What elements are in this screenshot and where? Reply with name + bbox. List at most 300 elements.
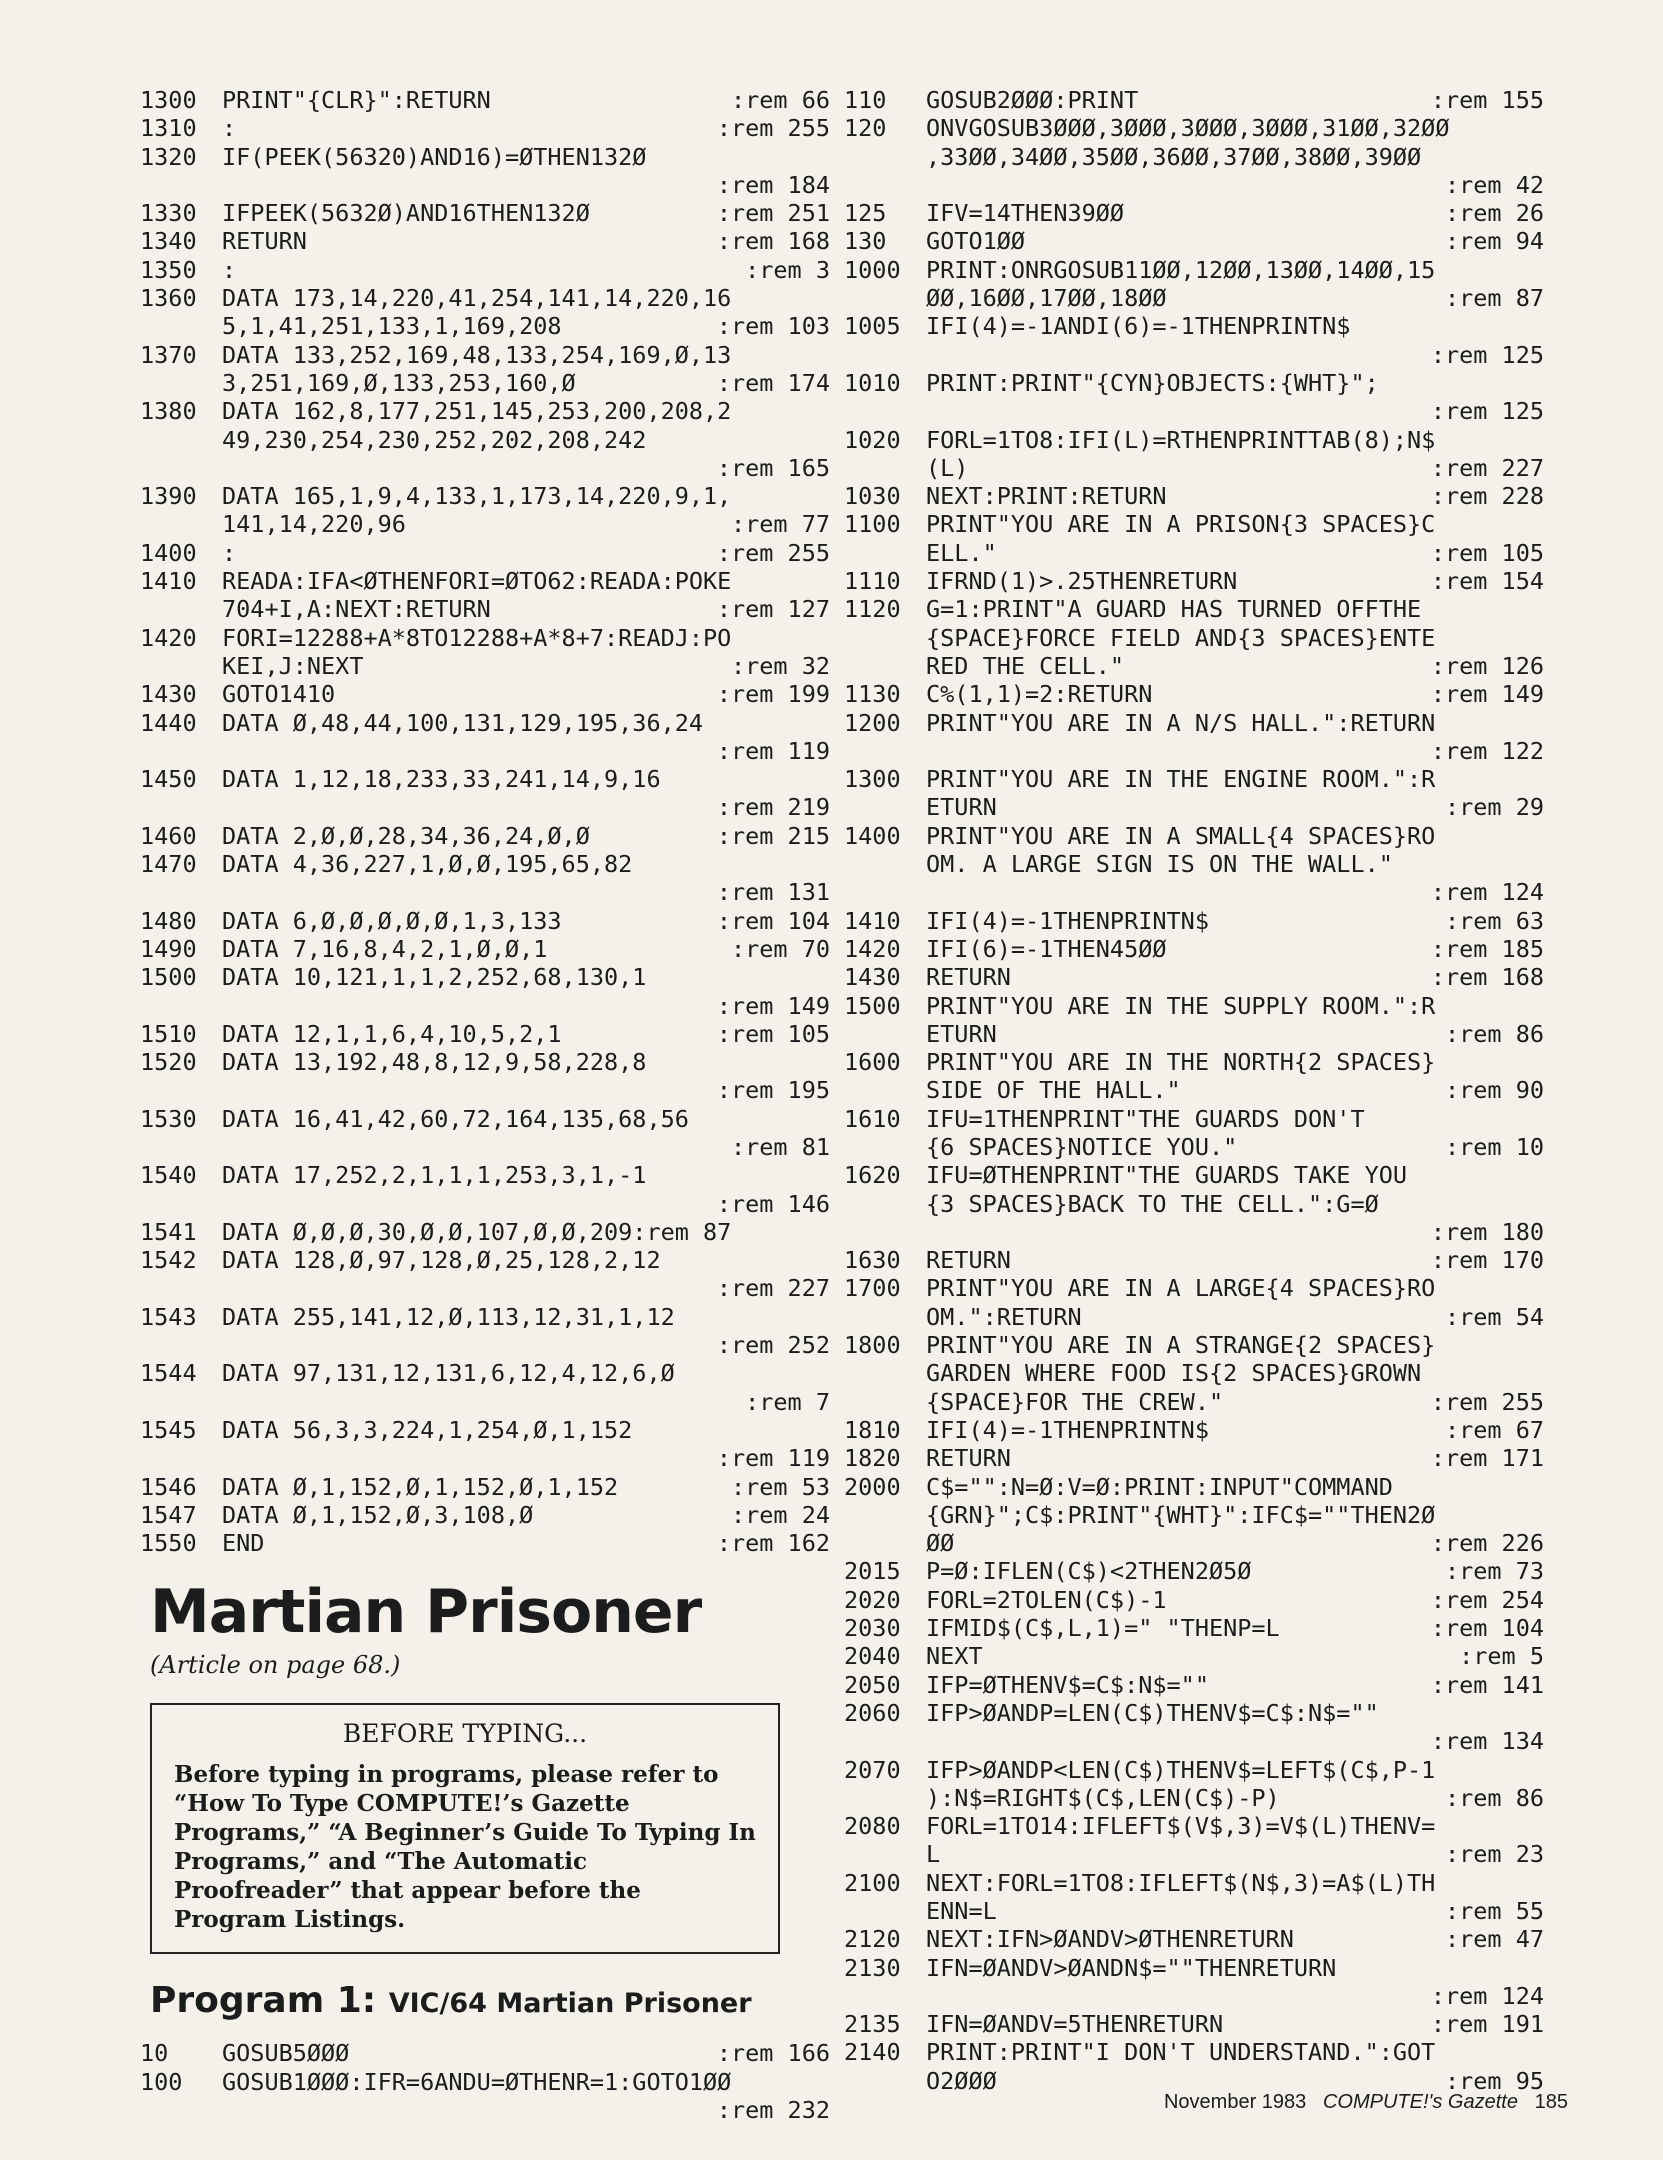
line-code: IFV=14THEN39ØØ [926, 199, 1125, 228]
code-line [844, 1190, 1544, 1218]
line-code: 704+I,A:NEXT:RETURN [222, 595, 491, 624]
code-line [140, 1161, 830, 1189]
line-code: IFMID$(C$,L,1)=" "THENP=L [926, 1614, 1280, 1643]
line-code: {3 SPACES}BACK TO THE CELL.":G=Ø [926, 1189, 1379, 1218]
code-line [140, 369, 830, 397]
line-code: ELL." [926, 538, 997, 567]
line-code: : [222, 255, 237, 284]
code-line [140, 624, 830, 652]
line-checksum: :rem 26 [1444, 199, 1544, 228]
article-subtitle: (Article on page 68.) [150, 1651, 401, 1680]
line-code: DATA 16,41,42,60,72,164,135,68,56 [222, 1104, 689, 1133]
code-line [140, 992, 830, 1020]
line-code: IFU=ØTHENPRINT"THE GUARDS TAKE YOU [926, 1161, 1408, 1190]
line-code: SIDE OF THE HALL." [926, 1076, 1181, 1105]
line-number: 1005 [844, 312, 901, 341]
line-number: 1400 [140, 538, 197, 567]
code-line [844, 1756, 1544, 1784]
line-code: ETURN [926, 793, 997, 822]
program-label: Program 1: [150, 1980, 377, 2022]
line-number: 1550 [140, 1529, 197, 1558]
line-number: 1545 [140, 1415, 197, 1444]
line-number: 2120 [844, 1925, 901, 1954]
line-number: 1350 [140, 255, 197, 284]
line-checksum: :rem 252 [716, 1331, 830, 1360]
before-typing-box [150, 1703, 780, 1954]
line-checksum: :rem 63 [1444, 906, 1544, 935]
line-number: 1810 [844, 1415, 901, 1444]
code-line [844, 397, 1544, 425]
line-code: DATA 2,Ø,Ø,28,34,36,24,Ø,Ø [222, 821, 590, 850]
line-checksum: :rem 10 [1444, 1132, 1544, 1161]
code-line [844, 567, 1544, 595]
line-number: 10 [140, 2039, 169, 2068]
code-line [140, 454, 830, 482]
line-code: PRINT"{CLR}":RETURN [222, 86, 491, 114]
line-code: FORI=12288+A*8TO12288+A*8+7:READJ:PO [222, 623, 732, 652]
line-code: RED THE CELL." [926, 651, 1125, 680]
line-code: END [222, 1529, 265, 1558]
code-line [140, 1076, 830, 1104]
line-code: GOSUB2ØØØ:PRINT [926, 86, 1139, 114]
line-checksum: :rem 95 [1444, 2066, 1544, 2095]
line-checksum: :rem 191 [1430, 2010, 1544, 2039]
line-code: : [222, 538, 237, 567]
line-code: PRINT"YOU ARE IN A STRANGE{2 SPACES} [926, 1331, 1436, 1360]
line-checksum: :rem 55 [1444, 1897, 1544, 1925]
line-number: 1543 [140, 1302, 197, 1331]
code-line [844, 2038, 1544, 2066]
line-code: PRINT"YOU ARE IN THE ENGINE ROOM.":R [926, 765, 1436, 794]
code-line [844, 1246, 1544, 1274]
code-line [140, 1105, 830, 1133]
code-line [844, 1501, 1544, 1529]
line-number: 1600 [844, 1048, 901, 1077]
line-number: 1340 [140, 227, 197, 256]
code-line [844, 199, 1544, 227]
line-code: DATA 17,252,2,1,1,1,253,3,1,-1 [222, 1161, 647, 1190]
line-code: DATA 7,16,8,4,2,1,Ø,Ø,1 [222, 934, 548, 963]
code-line [140, 652, 830, 680]
code-line [844, 1274, 1544, 1302]
code-line [140, 595, 830, 623]
box-title: BEFORE TYPING... [342, 1719, 588, 1749]
line-number: 1460 [140, 821, 197, 850]
line-code: DATA 255,141,12,Ø,113,12,31,1,12 [222, 1302, 675, 1331]
line-number: 1410 [844, 906, 901, 935]
line-code: RETURN [222, 227, 307, 256]
line-checksum: :rem 174 [716, 368, 830, 397]
code-line [140, 2039, 830, 2067]
line-code: DATA Ø,1,152,Ø,1,152,Ø,1,152 [222, 1472, 619, 1501]
code-line [140, 1274, 830, 1302]
line-code: RETURN [926, 1246, 1011, 1275]
line-code: OM. A LARGE SIGN IS ON THE WALL." [926, 850, 1393, 879]
line-code: FORL=1TO14:IFLEFT$(V$,3)=V$(L)THENV= [926, 1812, 1436, 1841]
code-line [140, 793, 830, 821]
line-number: 1440 [140, 708, 197, 737]
code-line [844, 624, 1544, 652]
line-code: {SPACE}FOR THE CREW." [926, 1387, 1224, 1416]
line-number: 1610 [844, 1104, 901, 1133]
line-number: 1310 [140, 114, 197, 143]
line-number: 1030 [844, 482, 901, 511]
line-code: DATA 165,1,9,4,133,1,173,14,220,9,1, [222, 482, 732, 511]
code-line [844, 256, 1544, 284]
line-code: IFN=ØANDV>ØANDN$=""THENRETURN [926, 1953, 1337, 1982]
line-checksum: :rem 77 [730, 510, 830, 539]
line-number: 2130 [844, 1953, 901, 1982]
code-line [140, 284, 830, 312]
code-line [844, 369, 1544, 397]
program-heading [150, 1980, 830, 2021]
code-line [140, 1529, 830, 1557]
code-line [844, 510, 1544, 538]
line-number: 1520 [140, 1048, 197, 1077]
line-number: 1420 [140, 623, 197, 652]
line-number: 1630 [844, 1246, 901, 1275]
line-checksum: :rem 131 [716, 878, 830, 907]
code-line [844, 171, 1544, 199]
code-line [844, 341, 1544, 369]
line-checksum: :rem 124 [1430, 1981, 1544, 2010]
line-checksum: :rem 227 [1430, 453, 1544, 482]
line-code: GOTO1410 [222, 680, 336, 709]
line-code: DATA 6,Ø,Ø,Ø,Ø,Ø,1,3,133 [222, 906, 562, 935]
line-checksum: :rem 81 [730, 1132, 830, 1161]
code-line [140, 312, 830, 340]
line-code: 141,14,220,96 [222, 510, 406, 539]
line-number: 1130 [844, 680, 901, 709]
code-line [140, 1359, 830, 1387]
line-code: GARDEN WHERE FOOD IS{2 SPACES}GROWN [926, 1359, 1422, 1388]
line-code: FORL=2TOLEN(C$)-1 [926, 1585, 1167, 1614]
line-checksum: :rem 119 [716, 736, 830, 765]
code-line [140, 1133, 830, 1161]
code-line [140, 567, 830, 595]
code-line [844, 1812, 1544, 1840]
line-code: IFP=ØTHENV$=C$:N$="" [926, 1670, 1209, 1699]
line-checksum: :rem 162 [716, 1529, 830, 1558]
code-line [844, 1105, 1544, 1133]
code-line [844, 1614, 1544, 1642]
line-checksum: :rem 87 [1444, 284, 1544, 313]
code-line [140, 227, 830, 255]
code-line [140, 1331, 830, 1359]
line-number: 1330 [140, 199, 197, 228]
line-code: IFI(4)=-1THENPRINTN$ [926, 1415, 1209, 1444]
code-line [140, 907, 830, 935]
code-line [140, 86, 830, 114]
code-line [140, 737, 830, 765]
code-line [844, 1048, 1544, 1076]
line-checksum: :rem 125 [1430, 340, 1544, 369]
code-line [140, 341, 830, 369]
line-number: 1620 [844, 1161, 901, 1190]
code-line [844, 1586, 1544, 1614]
code-line [844, 737, 1544, 765]
code-line [844, 1869, 1544, 1897]
line-checksum: :rem 47 [1444, 1925, 1544, 1954]
code-line [844, 1416, 1544, 1444]
line-number: 2060 [844, 1698, 901, 1727]
line-number: 1320 [140, 142, 197, 171]
line-code: 49,230,254,230,252,202,208,242 [222, 425, 647, 454]
line-code: RETURN [926, 963, 1011, 992]
page-footer [1164, 2091, 1568, 2114]
line-number: 2040 [844, 1642, 901, 1671]
line-number: 2030 [844, 1614, 901, 1643]
line-code: PRINT"YOU ARE IN A PRISON{3 SPACES}C [926, 510, 1436, 539]
right-column [844, 86, 1544, 2095]
code-line [140, 1020, 830, 1048]
line-checksum: :rem 199 [716, 680, 830, 709]
line-checksum: :rem 168 [716, 227, 830, 256]
line-number: 1500 [140, 963, 197, 992]
line-number: 2020 [844, 1585, 901, 1614]
line-code: ØØ,16ØØ,17ØØ,18ØØ [926, 284, 1167, 313]
line-code: DATA 13,192,48,8,12,9,58,228,8 [222, 1048, 647, 1077]
code-line [140, 114, 830, 142]
line-code: GOSUB5ØØØ [222, 2039, 350, 2068]
box-body: Before typing in programs, please refer to “How To Type COMPUTE!’s Gazette Programs,” “A Beginner’s Guide To Typing In Programs,” and “The Automatic Proofreader” that appear before the Program Listings. [174, 1761, 756, 1934]
code-line [140, 2096, 830, 2124]
article-title: Martian Prisoner [150, 1577, 702, 1648]
code-line [844, 1473, 1544, 1501]
code-line [844, 963, 1544, 991]
code-line [140, 1190, 830, 1218]
code-line [844, 426, 1544, 454]
code-line [844, 284, 1544, 312]
line-code: (L) [926, 453, 969, 482]
code-line [844, 709, 1544, 737]
line-checksum: :rem 42 [1444, 170, 1544, 199]
line-checksum: :rem 90 [1444, 1076, 1544, 1105]
line-code: DATA 1,12,18,233,33,241,14,9,16 [222, 765, 661, 794]
line-checksum: :rem 141 [1430, 1670, 1544, 1699]
line-checksum: :rem 86 [1444, 1783, 1544, 1812]
line-checksum: :rem 254 [1430, 1585, 1544, 1614]
line-code: NEXT:FORL=1TO8:IFLEFT$(N$,3)=A$(L)TH [926, 1868, 1436, 1897]
line-code: P=Ø:IFLEN(C$)<2THEN2Ø5Ø [926, 1557, 1252, 1586]
line-number: 2140 [844, 2038, 901, 2067]
footer-magazine: COMPUTE!'s Gazette [1322, 2091, 1518, 2113]
code-line [140, 510, 830, 538]
line-number: 2050 [844, 1670, 901, 1699]
line-checksum: :rem 94 [1444, 227, 1544, 256]
code-line [844, 1529, 1544, 1557]
line-number: 1420 [844, 934, 901, 963]
code-line [844, 1218, 1544, 1246]
line-code: DATA 133,252,169,48,133,254,169,Ø,13 [222, 340, 732, 369]
line-code: G=1:PRINT"A GUARD HAS TURNED OFFTHE [926, 595, 1422, 624]
line-number: 1380 [140, 397, 197, 426]
code-line [140, 850, 830, 878]
line-checksum: :rem 154 [1430, 567, 1544, 596]
code-line [140, 1501, 830, 1529]
line-code: IF(PEEK(56320)AND16)=ØTHEN132Ø [222, 142, 647, 171]
code-line [140, 709, 830, 737]
line-checksum: :rem 119 [716, 1444, 830, 1473]
code-line [844, 227, 1544, 255]
line-code: ETURN [926, 1019, 997, 1048]
line-code: DATA Ø,48,44,100,131,129,195,36,24 [222, 708, 704, 737]
line-code: DATA 173,14,220,41,254,141,14,220,16 [222, 284, 732, 313]
line-checksum: :rem 3 [745, 255, 830, 284]
line-code: PRINT"YOU ARE IN THE NORTH{2 SPACES} [926, 1048, 1436, 1077]
line-code: GOSUB1ØØØ:IFR=6ANDU=ØTHENR=1:GOTO1ØØ [222, 2067, 732, 2096]
line-code: ENN=L [926, 1897, 997, 1925]
line-number: 1820 [844, 1444, 901, 1473]
line-number: 130 [844, 227, 887, 256]
line-checksum: :rem 124 [1430, 878, 1544, 907]
line-code: {GRN}";C$:PRINT"{WHT}":IFC$=""THEN2Ø [926, 1500, 1436, 1529]
code-line [140, 397, 830, 425]
code-line [844, 1161, 1544, 1189]
code-line [140, 256, 830, 284]
line-code: IFP>ØANDP<LEN(C$)THENV$=LEFT$(C$,P-1 [926, 1755, 1436, 1784]
line-code: ONVGOSUB3ØØØ,3ØØØ,3ØØØ,3ØØØ,31ØØ,32ØØ [926, 114, 1450, 143]
code-line [844, 1925, 1544, 1953]
line-code: NEXT [926, 1642, 983, 1671]
line-checksum: :rem 103 [716, 312, 830, 341]
line-code: PRINT:PRINT"{CYN}OBJECTS:{WHT}"; [926, 368, 1379, 397]
line-number: 1500 [844, 991, 901, 1020]
line-code: DATA 56,3,3,224,1,254,Ø,1,152 [222, 1415, 633, 1444]
line-checksum: :rem 134 [1430, 1727, 1544, 1756]
code-line [844, 1671, 1544, 1699]
line-number: 1100 [844, 510, 901, 539]
line-checksum: :rem 171 [1430, 1444, 1544, 1473]
code-line [844, 850, 1544, 878]
line-checksum: :rem 104 [1430, 1614, 1544, 1643]
code-line [844, 1699, 1544, 1727]
line-checksum: :rem 180 [1430, 1217, 1544, 1246]
code-listing-program [140, 2039, 830, 2124]
code-line [844, 1076, 1544, 1104]
code-line [844, 1133, 1544, 1161]
line-code: FORL=1TO8:IFI(L)=RTHENPRINTTAB(8);N$ [926, 425, 1436, 454]
line-number: 1546 [140, 1472, 197, 1501]
code-line [844, 1840, 1544, 1868]
line-checksum: :rem 66 [730, 86, 830, 114]
line-checksum: :rem 29 [1444, 793, 1544, 822]
line-number: 2070 [844, 1755, 901, 1784]
line-code: {6 SPACES}NOTICE YOU." [926, 1132, 1238, 1161]
line-number: 1700 [844, 1274, 901, 1303]
code-line [844, 143, 1544, 171]
code-listing-right [844, 86, 1544, 2095]
code-line [844, 1727, 1544, 1755]
line-checksum: :rem 251 [716, 199, 830, 228]
code-line [140, 482, 830, 510]
line-checksum: :rem 127 [716, 595, 830, 624]
line-checksum: :rem 185 [1430, 934, 1544, 963]
footer-page-number: 185 [1534, 2091, 1568, 2113]
code-line [844, 1982, 1544, 2010]
code-line [140, 1303, 830, 1331]
line-checksum: :rem 105 [716, 1019, 830, 1048]
code-line [844, 793, 1544, 821]
line-number: 1490 [140, 934, 197, 963]
line-checksum: :rem 215 [716, 821, 830, 850]
line-number: 1300 [140, 86, 197, 114]
code-line [140, 2068, 830, 2096]
line-number: 1020 [844, 425, 901, 454]
code-line [140, 680, 830, 708]
code-line [844, 86, 1544, 114]
line-code: 3,251,169,Ø,133,253,160,Ø [222, 368, 576, 397]
code-line [140, 963, 830, 991]
line-code: DATA Ø,1,152,Ø,3,108,Ø [222, 1500, 534, 1529]
line-number: 1000 [844, 255, 901, 284]
line-checksum: :rem 184 [716, 170, 830, 199]
line-number: 1800 [844, 1331, 901, 1360]
code-line [844, 1784, 1544, 1812]
code-line [140, 143, 830, 171]
line-code: DATA Ø,Ø,Ø,30,Ø,Ø,107,Ø,Ø,209:rem 87 [222, 1217, 732, 1246]
code-line [844, 680, 1544, 708]
line-number: 1542 [140, 1246, 197, 1275]
code-line [140, 765, 830, 793]
line-number: 1010 [844, 368, 901, 397]
line-code: DATA 128,Ø,97,128,Ø,25,128,2,12 [222, 1246, 661, 1275]
line-code: PRINT"YOU ARE IN A N/S HALL.":RETURN [926, 708, 1436, 737]
line-checksum: :rem 166 [716, 2039, 830, 2068]
line-code: DATA 97,131,12,131,6,12,4,12,6,Ø [222, 1359, 675, 1388]
line-checksum: :rem 226 [1430, 1529, 1544, 1558]
line-checksum: :rem 195 [716, 1076, 830, 1105]
line-number: 1480 [140, 906, 197, 935]
line-code: KEI,J:NEXT [222, 651, 364, 680]
line-code: {SPACE}FORCE FIELD AND{3 SPACES}ENTE [926, 623, 1436, 652]
line-code: NEXT:IFN>ØANDV>ØTHENRETURN [926, 1925, 1294, 1954]
line-number: 110 [844, 86, 887, 114]
line-number: 1400 [844, 821, 901, 850]
line-checksum: :rem 23 [1444, 1840, 1544, 1869]
footer-date: November 1983 [1163, 2091, 1307, 2113]
line-number: 1430 [140, 680, 197, 709]
line-checksum: :rem 104 [716, 906, 830, 935]
line-code: PRINT"YOU ARE IN THE SUPPLY ROOM.":R [926, 991, 1436, 1020]
line-checksum: :rem 165 [716, 453, 830, 482]
line-number: 1541 [140, 1217, 197, 1246]
line-code: DATA 162,8,177,251,145,253,200,208,2 [222, 397, 732, 426]
line-checksum: :rem 67 [1444, 1415, 1544, 1444]
line-code: 5,1,41,251,133,1,169,208 [222, 312, 562, 341]
line-code: IFI(6)=-1THEN45ØØ [926, 934, 1167, 963]
line-checksum: :rem 255 [1430, 1387, 1544, 1416]
line-code: : [222, 114, 237, 143]
line-code: PRINT"YOU ARE IN A LARGE{4 SPACES}RO [926, 1274, 1436, 1303]
code-line [844, 1444, 1544, 1472]
code-line [844, 595, 1544, 623]
line-number: 125 [844, 199, 887, 228]
line-checksum: :rem 86 [1444, 1019, 1544, 1048]
line-checksum: :rem 255 [716, 114, 830, 143]
code-line [140, 935, 830, 963]
code-line [140, 539, 830, 567]
line-code: L [926, 1840, 941, 1869]
code-line [140, 822, 830, 850]
line-code: RETURN [926, 1444, 1011, 1473]
code-line [844, 454, 1544, 482]
line-checksum: :rem 170 [1430, 1246, 1544, 1275]
line-number: 1360 [140, 284, 197, 313]
line-number: 1510 [140, 1019, 197, 1048]
line-number: 1390 [140, 482, 197, 511]
line-number: 2135 [844, 2010, 901, 2039]
